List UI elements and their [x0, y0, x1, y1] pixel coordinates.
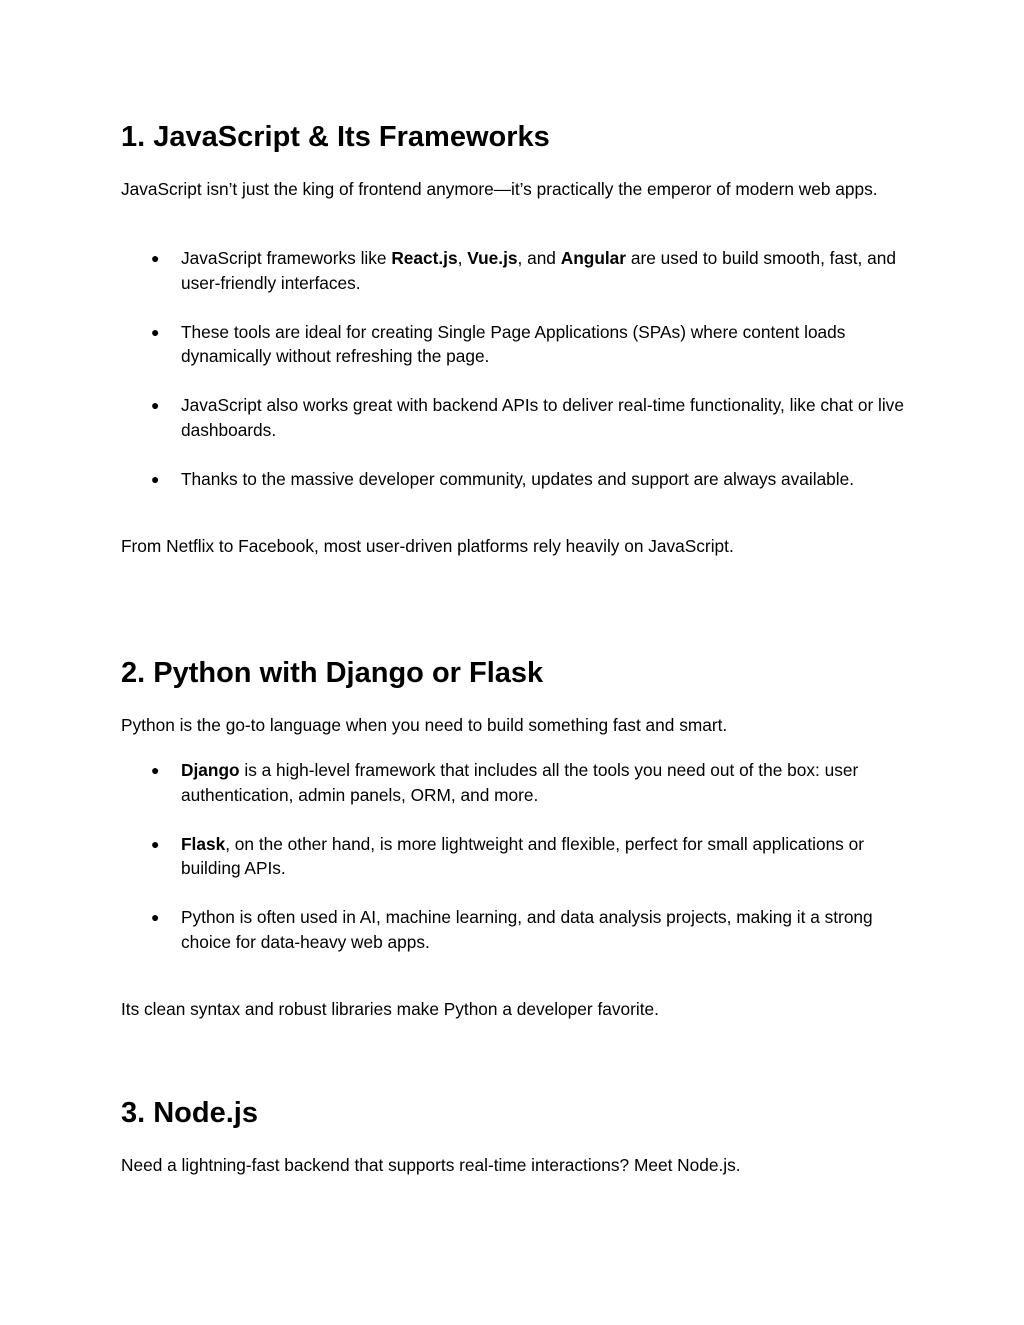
section-intro-javascript: JavaScript isn’t just the king of frontend anymore—it’s practically the emperor of modern web apps.	[121, 179, 878, 199]
bullet-icon: ●	[151, 909, 160, 925]
list-item	[121, 467, 911, 492]
list-item-text: ,	[457, 248, 468, 268]
section-heading-nodejs: 3. Node.js	[121, 1097, 258, 1129]
section-intro-nodejs: Need a lightning-fast backend that supports real-time interactions? Meet Node.js.	[121, 1155, 741, 1175]
list-item-text: is a high-level framework that includes all the tools you need out of the box: user authentication, admin panels, ORM, and more.	[181, 760, 859, 805]
list-item-text: Thanks to the massive developer community, updates and support are always available.	[181, 468, 855, 489]
bullet-icon: ●	[151, 762, 160, 778]
list-item	[121, 393, 911, 442]
bullet-icon: ●	[151, 250, 160, 266]
section-outro-python: Its clean syntax and robust libraries make Python a developer favorite.	[121, 999, 659, 1019]
bullet-list-javascript	[121, 246, 911, 491]
list-item	[121, 246, 911, 295]
section-heading-javascript: 1. JavaScript & Its Frameworks	[121, 121, 550, 153]
list-item	[121, 758, 911, 807]
bullet-list-python	[121, 758, 911, 954]
bullet-icon: ●	[151, 835, 160, 852]
list-item	[121, 320, 911, 369]
list-item-text: , on the other hand, is more lightweight and flexible, perfect for small applications or building APIs.	[181, 833, 864, 878]
list-item	[121, 832, 911, 881]
list-item-text: , and	[517, 248, 561, 268]
section-heading-python: 2. Python with Django or Flask	[121, 657, 544, 689]
section-outro-javascript: From Netflix to Facebook, most user-driven platforms rely heavily on JavaScript.	[121, 536, 734, 556]
bullet-icon: ●	[151, 470, 160, 487]
bullet-icon: ●	[151, 323, 160, 340]
list-item-text: JavaScript also works great with backend APIs to deliver real-time functionality, like chat or live dashboards.	[181, 395, 904, 440]
bullet-icon: ●	[151, 397, 160, 413]
bold-term-react: React.js	[391, 248, 458, 268]
list-item-text: JavaScript frameworks like	[181, 248, 392, 268]
list-item-text: are used to build smooth, fast, and user-friendly interfaces.	[181, 248, 896, 293]
bold-term-flask: Flask	[181, 833, 226, 854]
bold-term-django: Django	[181, 760, 240, 780]
bold-term-angular: Angular	[560, 248, 627, 268]
section-intro-python: Python is the go-to language when you need to build something fast and smart.	[121, 715, 728, 735]
list-item	[121, 905, 911, 954]
list-item-text: Python is often used in AI, machine learning, and data analysis projects, making it a strong choice for data-heavy web apps.	[181, 907, 873, 952]
list-item-text: These tools are ideal for creating Single Page Applications (SPAs) where content loads dynamically without refreshing the page.	[181, 321, 846, 366]
bold-term-vue: Vue.js	[467, 248, 518, 268]
